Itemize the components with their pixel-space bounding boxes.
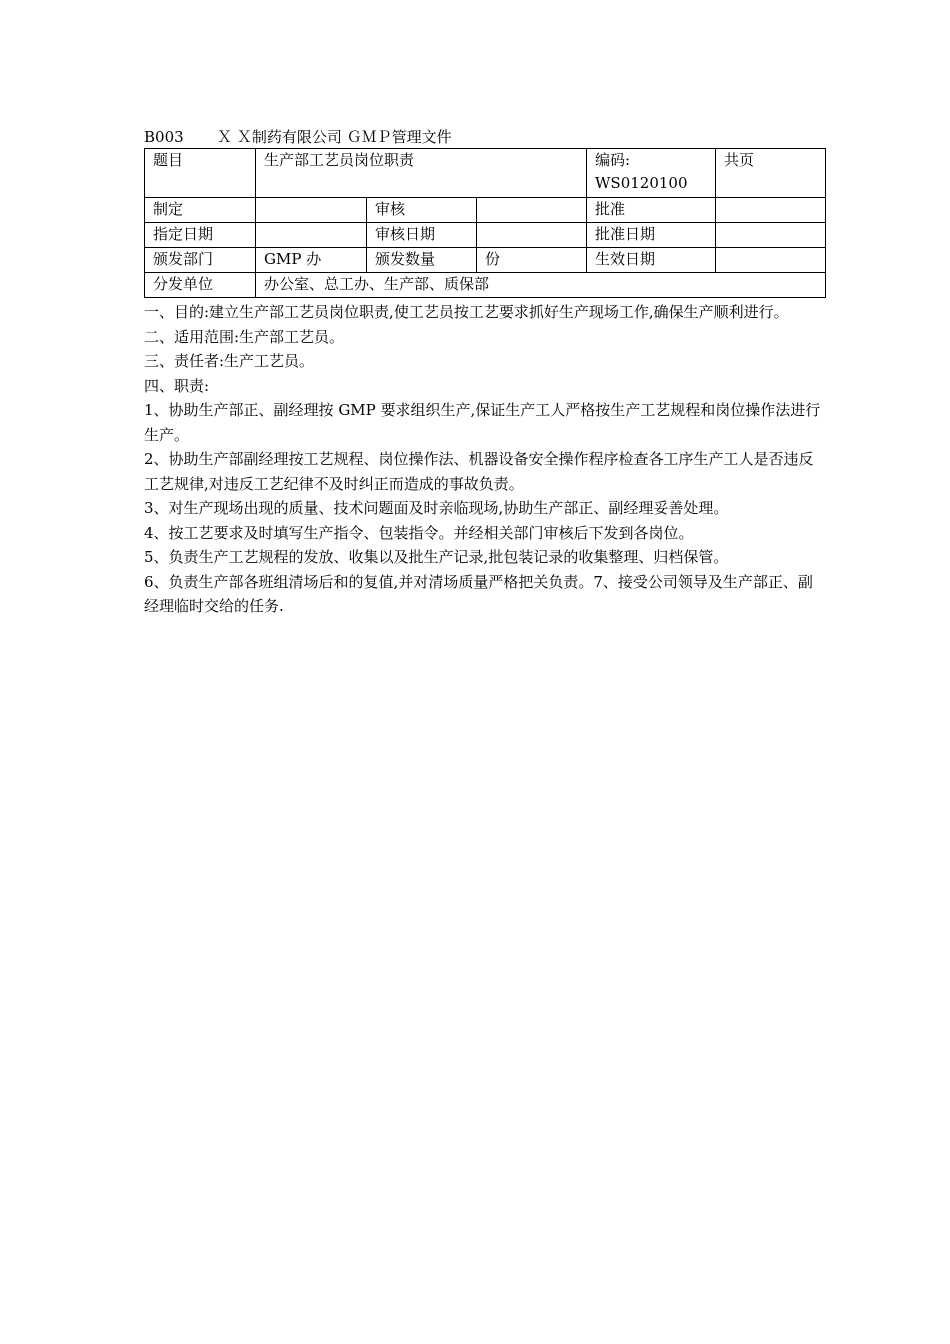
scope-paragraph: 二、适用范围:生产部工艺员。 <box>144 327 345 346</box>
document-control-table <box>144 148 826 298</box>
duty-item: 6、负责生产部各班组清场后和的复值,并对清场质量严格把关负责。7、接受公司领导及生产部正、副经理临时交给的任务. <box>144 572 813 615</box>
table-row <box>145 149 826 198</box>
document-page <box>144 126 825 619</box>
issue-qty-label: 颁发数量 <box>367 248 477 273</box>
duty-item: 2、协助生产部副经理按工艺规程、岗位操作法、机器设备安全操作程序检查各工序生产工人是否违反工艺规律,对违反工艺纪律不及时纠正而造成的事故负责。 <box>144 450 814 493</box>
title-label: 题目 <box>145 149 256 198</box>
review-label: 审核 <box>367 198 477 223</box>
issue-qty-value: 份 <box>477 248 587 273</box>
company-title: Ｘ Ｘ制药有限公司 ＧＭＰ管理文件 <box>217 128 452 146</box>
duty-item: 1、协助生产部正、副经理按 GMP 要求组织生产,保证生产工人严格按生产工艺规程和岗位操作法进行生产。 <box>144 401 821 444</box>
effective-date-label: 生效日期 <box>587 248 716 273</box>
distribution-label: 分发单位 <box>145 273 256 298</box>
issue-dept-value: GMP 办 <box>256 248 367 273</box>
review-date-value <box>477 223 587 248</box>
document-body <box>144 300 825 619</box>
review-date-label: 审核日期 <box>367 223 477 248</box>
approve-label: 批准 <box>587 198 716 223</box>
approve-date-value <box>716 223 826 248</box>
table-row <box>145 248 826 273</box>
pages-label: 共页 <box>716 149 826 198</box>
code-value: WS0120100 <box>595 174 688 192</box>
approve-value <box>716 198 826 223</box>
distribution-value: 办公室、总工办、生产部、质保部 <box>256 273 826 298</box>
title-value: 生产部工艺员岗位职责 <box>256 149 587 198</box>
made-date-label: 指定日期 <box>145 223 256 248</box>
table-row <box>145 223 826 248</box>
duties-heading: 四、职责: <box>144 376 210 395</box>
purpose-paragraph: 一、目的:建立生产部工艺员岗位职责,使工艺员按工艺要求抓好生产现场工作,确保生产顺利进行。 <box>144 303 789 321</box>
effective-date-value <box>716 248 826 273</box>
made-value <box>256 198 367 223</box>
code-cell <box>587 149 716 198</box>
duty-item: 3、对生产现场出现的质量、技术问题面及时亲临现场,协助生产部正、副经理妥善处理。 <box>144 499 729 517</box>
made-date-value <box>256 223 367 248</box>
duty-item: 4、按工艺要求及时填写生产指令、包装指令。并经相关部门审核后下发到各岗位。 <box>144 523 694 542</box>
code-label: 编码: <box>595 151 631 169</box>
table-row <box>145 198 826 223</box>
approve-date-label: 批准日期 <box>587 223 716 248</box>
issue-dept-label: 颁发部门 <box>145 248 256 273</box>
document-code: B003 <box>144 128 184 146</box>
duty-item: 5、负责生产工艺规程的发放、收集以及批生产记录,批包装记录的收集整理、归档保管。 <box>144 548 729 566</box>
made-label: 制定 <box>145 198 256 223</box>
review-value <box>477 198 587 223</box>
responsible-paragraph: 三、责任者:生产工艺员。 <box>144 352 315 370</box>
table-row <box>145 273 826 298</box>
document-header <box>144 126 825 148</box>
